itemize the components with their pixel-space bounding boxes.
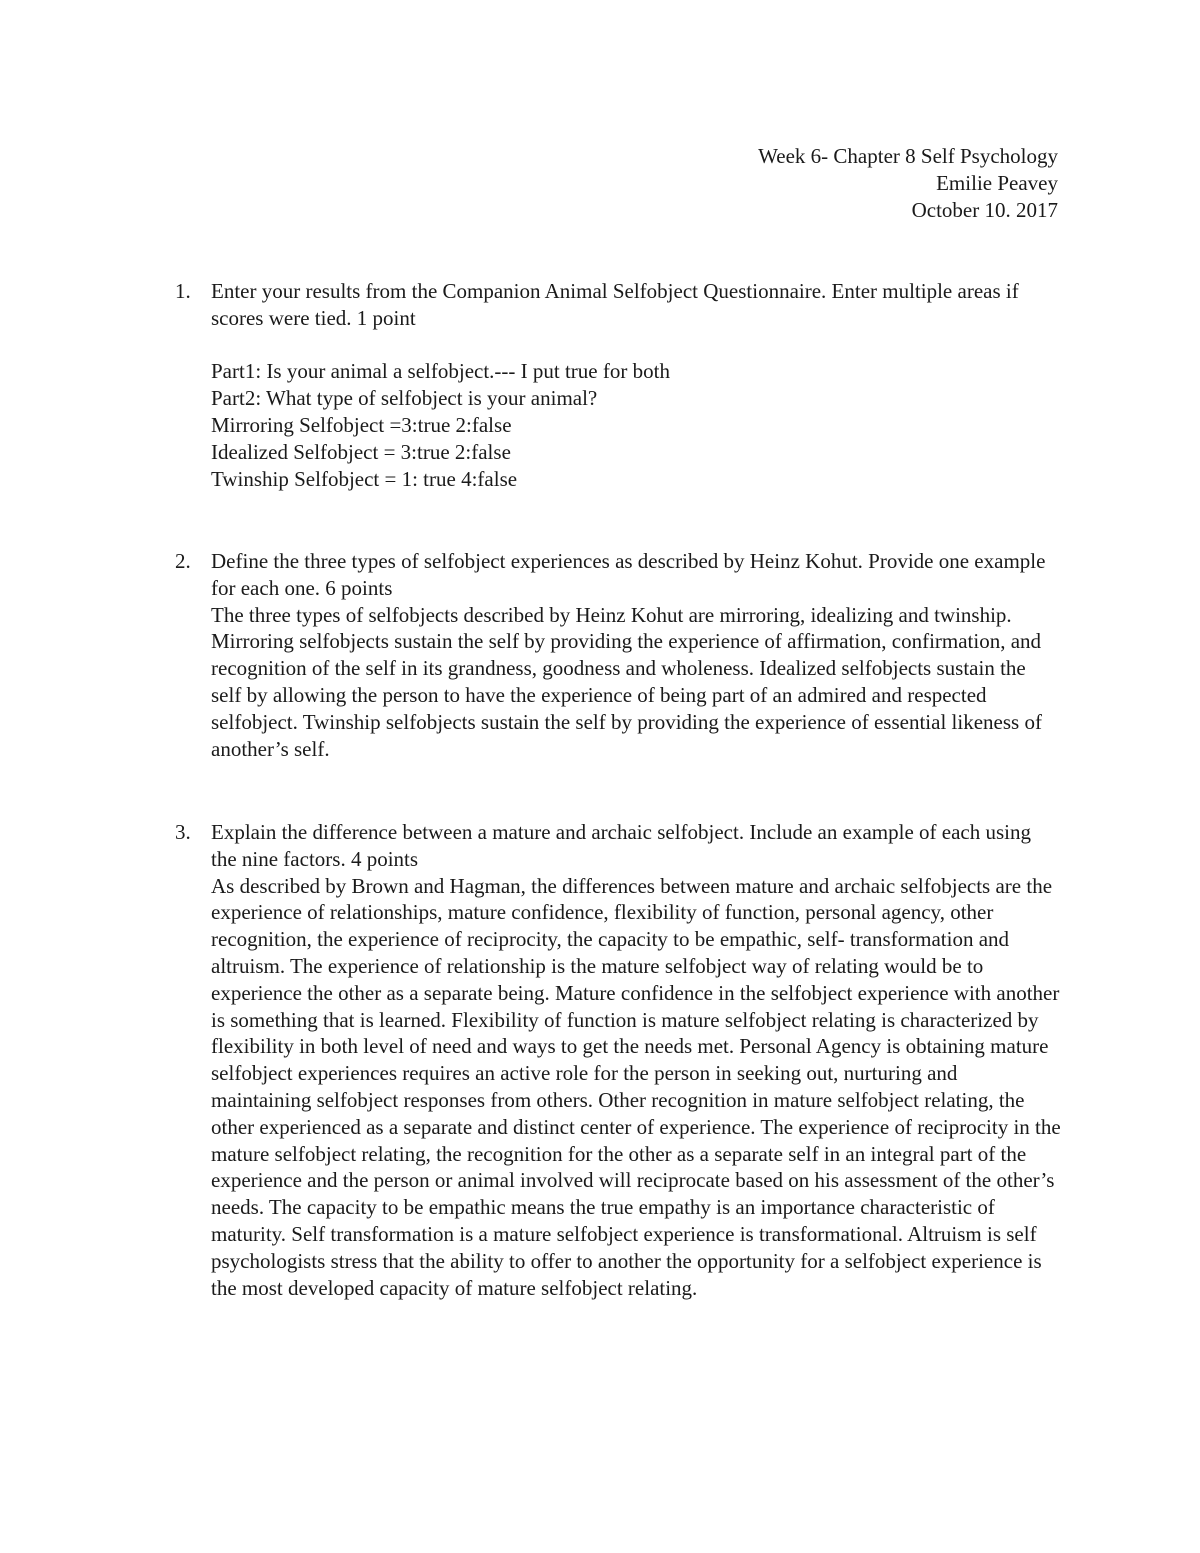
answer-line: Mirroring Selfobject =3:true 2:false	[211, 412, 512, 437]
document-header	[758, 143, 1058, 223]
author-name: Emilie Peavey	[936, 170, 1058, 195]
question-answer: As described by Brown and Hagman, the differences between mature and archaic selfobjects are the experience of relationships, mature confidence, flexibility of function, personal agency, other recognition, the experience of reciprocity, the capacity to be empathic, self- transformation and altruism. The experience of relationship is the mature selfobject way of relating would be to experience the other as a separate being. Mature confidence in the selfobject experience with another is something that is learned. Flexibility of function is mature selfobject relating is characterized by flexibility in both level of need and ways to get the needs met. Personal Agency is obtaining mature selfobject experiences requires an active role for the person in seeking out, nurturing and maintaining selfobject responses from others. Other recognition in mature selfobject relating, the other experienced as a separate and distinct center of experience. The experience of reciprocity in the mature selfobject relating, the recognition for the other as a separate self in an integral part of the experience and the person or animal involved will reciprocate based on his assessment of the other’s needs. The capacity to be empathic means the true empathy is an importance characteristic of maturity. Self transformation is a mature selfobject experience is transformational. Altruism is self psychologists stress that the ability to offer to another the opportunity for a selfobject experience is the most developed capacity of mature selfobject relating.	[211, 873, 1061, 1300]
answer-line: Twinship Selfobject = 1: true 4:false	[211, 466, 518, 491]
document-date: October 10. 2017	[911, 197, 1058, 222]
question-answer	[211, 358, 1061, 492]
question-answer: The three types of selfobjects described by Heinz Kohut are mirroring, idealizing and twinship. Mirroring selfobjects sustain the self by providing the experience of affirmation, confirmation, and recognition of the self in its grandness, goodness and wholeness. Idealized selfobjects sustain the self by allowing the person to have the experience of being part of an admired and respected selfobject. Twinship selfobjects sustain the self by providing the experience of essential likeness of another’s self.	[211, 602, 1042, 761]
answer-line: Part1: Is your animal a selfobject.--- I put true for both	[211, 359, 670, 384]
answer-line: Idealized Selfobject = 3:true 2:false	[211, 439, 511, 464]
answer-line: Part2: What type of selfobject is your animal?	[211, 386, 598, 411]
document-title: Week 6- Chapter 8 Self Psychology	[758, 144, 1058, 168]
question-number: 2.	[175, 549, 191, 573]
question-number: 3.	[175, 820, 191, 844]
question-prompt: Explain the difference between a mature and archaic selfobject. Include an example of each using the nine factors. 4 points	[211, 820, 1031, 871]
question-prompt: Enter your results from the Companion Animal Selfobject Questionnaire. Enter multiple areas if scores were tied. 1 point	[211, 279, 1019, 330]
question-prompt: Define the three types of selfobject experiences as described by Heinz Kohut. Provide one example for each one. 6 points	[211, 549, 1046, 600]
question-number: 1.	[175, 279, 191, 303]
